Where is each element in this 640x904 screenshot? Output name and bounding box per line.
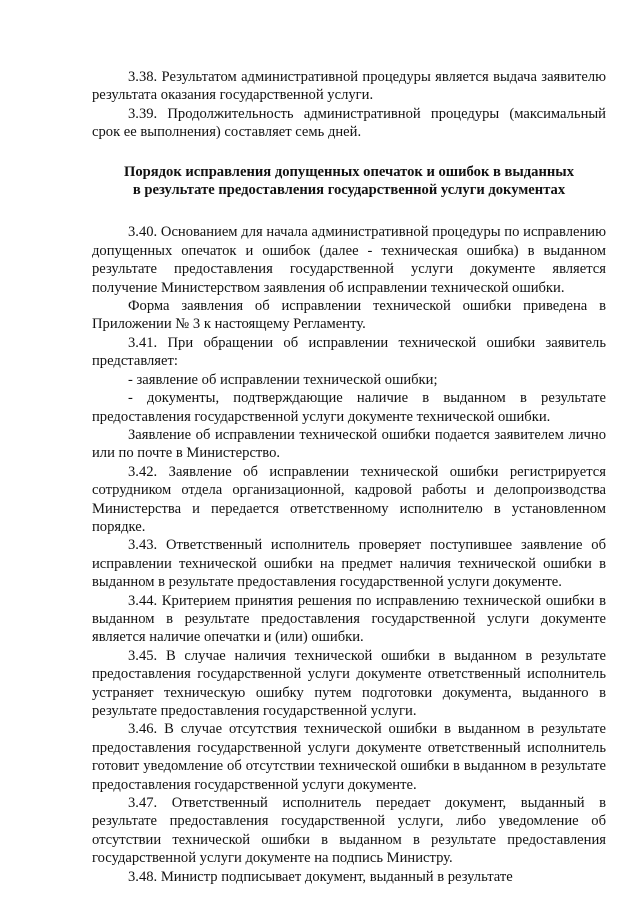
paragraph-3-41: 3.41. При обращении об исправлении технической ошибки заявитель представляет:	[92, 334, 606, 370]
paragraph-3-44: 3.44. Критерием принятия решения по исправлению технической ошибки в выданном в результате предоставления государственной услуги документе является наличие опечатки и (или) ошибки.	[92, 592, 606, 646]
paragraph-3-38: 3.38. Результатом административной процедуры является выдача заявителю результата оказания государственной услуги.	[92, 69, 606, 104]
section-heading-line-2: в результате предоставления государственной услуги документах	[132, 182, 566, 199]
paragraph-3-48: 3.48. Министр подписывает документ, выданный в результате	[128, 868, 513, 885]
list-item-documents: - документы, подтверждающие наличие в выданном в результате предоставления государственной услуги документе технической ошибки.	[92, 390, 606, 425]
paragraph-form-note: Форма заявления об исправлении технической ошибки приведена в Приложении № 3 к настоящему Регламенту.	[92, 298, 606, 333]
list-item-application: - заявление об исправлении технической ошибки;	[128, 371, 438, 388]
paragraph-3-46: 3.46. В случае отсутствия технической ошибки в выданном в результате предоставления государственной услуги документе ответственный исполнитель готовит уведомление об отсутствии технической ошибки в выданном в результате предоставления государственной услуги документе.	[92, 721, 606, 793]
document-body	[92, 68, 606, 886]
paragraph-3-39: 3.39. Продолжительность административной процедуры (максимальный срок ее выполнения) составляет семь дней.	[92, 105, 606, 141]
paragraph-submission: Заявление об исправлении технической ошибки подается заявителем лично или по почте в Министерство.	[92, 426, 606, 462]
paragraph-3-43: 3.43. Ответственный исполнитель проверяет поступившее заявление об исправлении технической ошибки на предмет наличия технической ошибки в выданном в результате предоставления государственной услуги документе.	[92, 537, 606, 591]
paragraph-3-42: 3.42. Заявление об исправлении технической ошибки регистрируется сотрудником отдела организационной, кадровой работы и делопроизводства Министерства и передается ответственному исполнителю в установленном порядке.	[92, 463, 606, 535]
section-heading-line-1: Порядок исправления допущенных опечаток и ошибок в выданных	[124, 163, 574, 180]
section-heading	[92, 163, 606, 200]
paragraph-3-47: 3.47. Ответственный исполнитель передает документ, выданный в результате предоставления государственной услуги, либо уведомление об отсутствии технической ошибки в выданном в результате предоставления государственной услуги документе на подпись Министру.	[92, 795, 606, 867]
paragraph-3-40: 3.40. Основанием для начала административной процедуры по исправлению допущенных опечаток и ошибок (далее - техническая ошибка) в выданном результате предоставления государственной услуги документе является получение Министерством заявления об исправлении технической ошибки.	[92, 224, 606, 296]
paragraph-3-45: 3.45. В случае наличия технической ошибки в выданном в результате предоставления государственной услуги документе ответственный исполнитель устраняет техническую ошибку путем подготовки документа, выданного в результате предоставления государственной услуги.	[92, 647, 606, 719]
